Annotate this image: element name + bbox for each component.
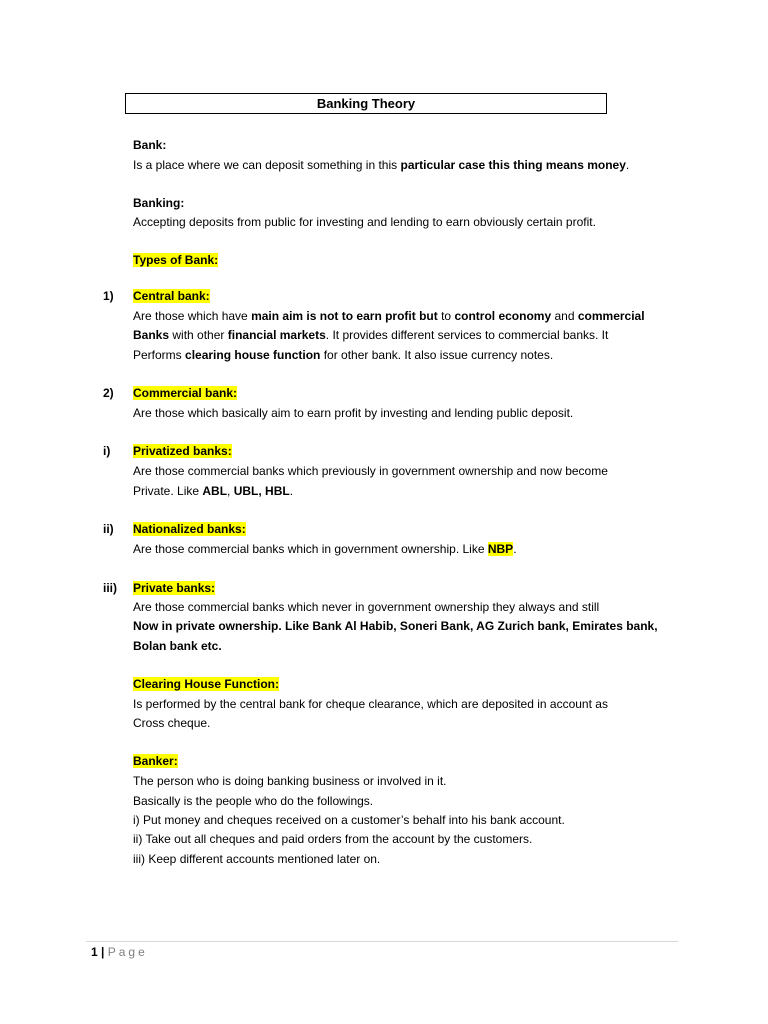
- central-bank-line-1: Are those which have main aim is not to earn profit but to control economy and commercial: [133, 309, 645, 323]
- page-footer: [91, 944, 148, 960]
- nationalized-banks-line-1: Are those commercial banks which in government ownership. Like NBP.: [133, 542, 517, 556]
- banking-definition: Accepting deposits from public for investing and lending to earn obviously certain profit.: [133, 215, 596, 229]
- commercial-bank-definition: Are those which basically aim to earn profit by investing and lending public deposit.: [133, 406, 574, 420]
- clearing-house-line-1: Is performed by the central bank for cheque clearance, which are deposited in account as: [133, 697, 608, 711]
- privatized-banks-heading: Privatized banks:: [133, 444, 232, 458]
- list-number: iii): [103, 581, 117, 595]
- document-title: Banking Theory: [125, 93, 607, 114]
- list-number: 2): [103, 386, 114, 400]
- private-banks-line-2: Now in private ownership. Like Bank Al Habib, Soneri Bank, AG Zurich bank, Emirates bank,: [133, 619, 658, 633]
- privatized-banks-line-2: Private. Like ABL, UBL, HBL.: [133, 484, 294, 498]
- banking-heading: Banking:: [133, 196, 185, 210]
- footer-divider: [86, 941, 678, 942]
- banker-line-5: iii) Keep different accounts mentioned later on.: [133, 852, 381, 866]
- clearing-house-heading: Clearing House Function:: [133, 677, 280, 691]
- private-banks-heading: Private banks:: [133, 581, 216, 595]
- commercial-bank-heading: Commercial bank:: [133, 386, 238, 400]
- banker-line-4: ii) Take out all cheques and paid orders from the account by the customers.: [133, 832, 533, 846]
- list-number: ii): [103, 522, 114, 536]
- private-banks-line-3: Bolan bank etc.: [133, 639, 222, 653]
- nationalized-banks-heading: Nationalized banks:: [133, 522, 246, 536]
- central-bank-heading: Central bank:: [133, 289, 210, 303]
- clearing-house-line-2: Cross cheque.: [133, 716, 211, 730]
- bank-definition: Is a place where we can deposit something in this particular case this thing means money.: [133, 158, 630, 172]
- list-number: i): [103, 444, 111, 458]
- banker-line-2: Basically is the people who do the followings.: [133, 794, 374, 808]
- types-heading: Types of Bank:: [133, 253, 219, 267]
- central-bank-line-2: Banks with other financial markets. It provides different services to commercial banks. It: [133, 328, 609, 342]
- central-bank-line-3: Performs clearing house function for other bank. It also issue currency notes.: [133, 348, 554, 362]
- banker-line-1: The person who is doing banking business or involved in it.: [133, 774, 447, 788]
- page-number: 1: [91, 945, 98, 959]
- banker-heading: Banker:: [133, 754, 178, 768]
- page-label: Page: [107, 945, 148, 959]
- private-banks-line-1: Are those commercial banks which never in government ownership they always and still: [133, 600, 600, 614]
- footer-separator: |: [101, 945, 105, 959]
- bank-heading: Bank:: [133, 138, 167, 152]
- banker-line-3: i) Put money and cheques received on a customer’s behalf into his bank account.: [133, 813, 565, 827]
- list-number: 1): [103, 289, 114, 303]
- privatized-banks-line-1: Are those commercial banks which previously in government ownership and now become: [133, 464, 608, 478]
